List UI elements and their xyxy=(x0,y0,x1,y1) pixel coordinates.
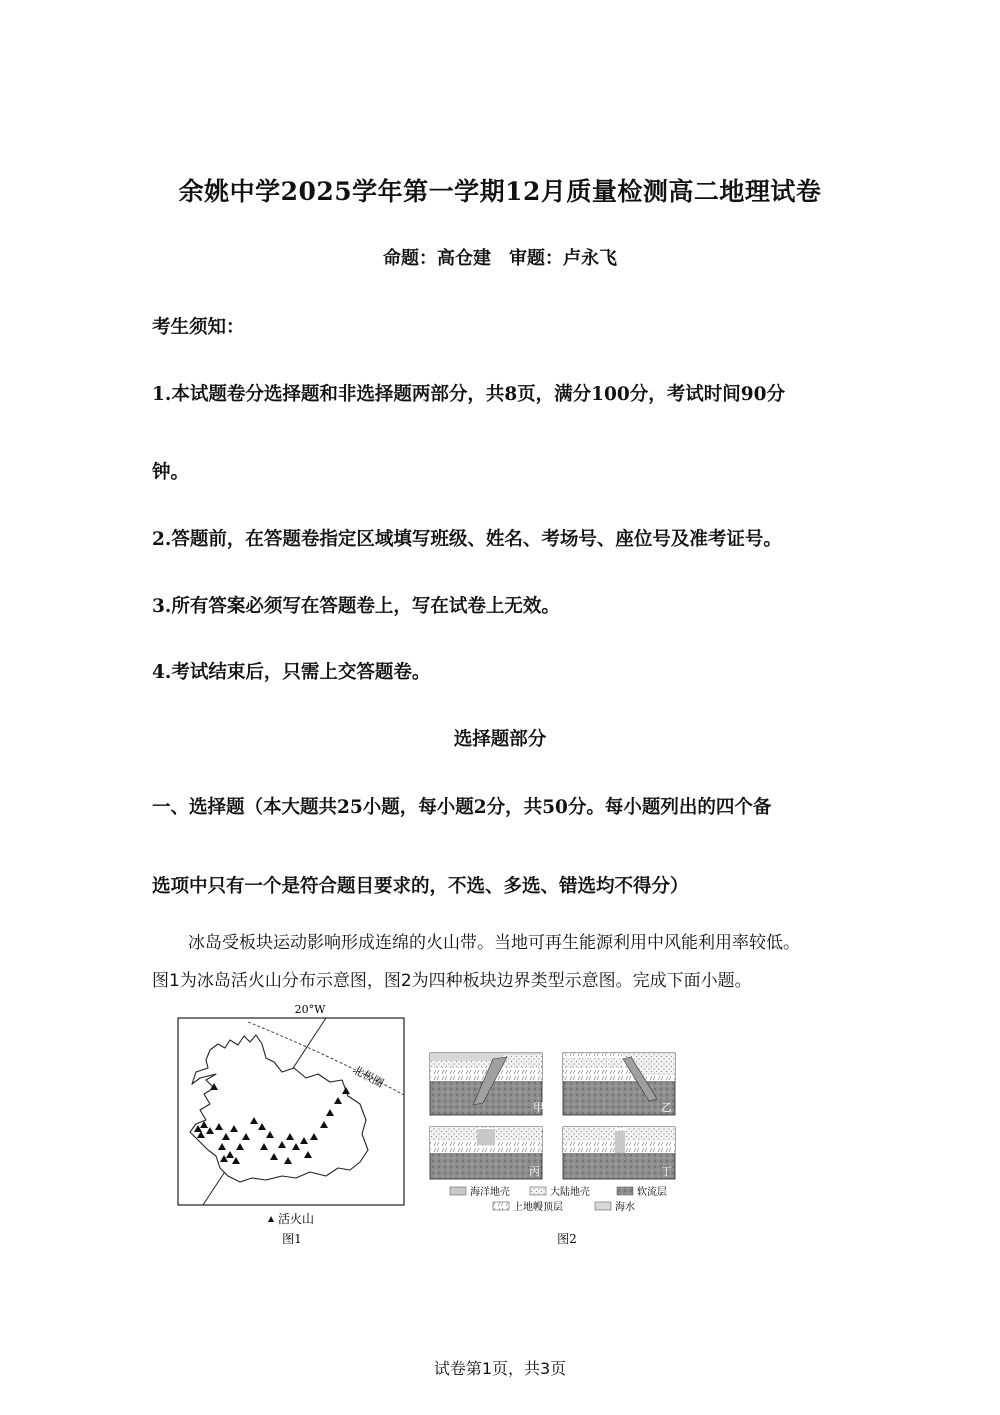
iceland-outline xyxy=(190,1035,368,1182)
figure-1-caption: 图1 xyxy=(282,1232,302,1246)
notice-item-4: 4.考试结束后，只需上交答题卷。 xyxy=(152,662,431,683)
figure-2-diagram xyxy=(425,1045,690,1250)
notice-item-2: 2.答题前，在答题卷指定区域填写班级、姓名、考场号、座位号及准考证号。 xyxy=(152,529,782,550)
legend-oceanic-crust: 海洋地壳 xyxy=(470,1187,510,1198)
panel-label-ding: 丁 xyxy=(661,1165,672,1178)
figure-1-map xyxy=(170,1000,415,1250)
legend-continental-crust: 大陆地壳 xyxy=(550,1187,590,1198)
notice-item-1: 1.本试题卷分选择题和非选择题两部分，共8页，满分100分，考试时间90分 xyxy=(152,384,786,405)
part1-instructions: 一、选择题（本大题共25小题，每小题2分，共50分。每小题列出的四个备 xyxy=(152,797,772,818)
legend-seawater: 海水 xyxy=(615,1202,635,1213)
notice-heading: 考生须知： xyxy=(152,317,245,338)
exam-title: 余姚中学2025学年第一学期12月质量检测高二地理试卷 xyxy=(178,177,822,206)
panel-label-jia: 甲 xyxy=(533,1101,544,1114)
section-title: 选择题部分 xyxy=(453,729,547,750)
question-stem: 冰岛受板块运动影响形成连绵的火山带。当地可再生能源利用中风能利用率较低。 xyxy=(188,933,800,953)
notice-item-3: 3.所有答案必须写在答题卷上，写在试卷上无效。 xyxy=(152,596,560,617)
page-footer: 试卷第1页，共3页 xyxy=(433,1359,567,1378)
legend-asthenosphere: 软流层 xyxy=(637,1187,667,1198)
panel-jia xyxy=(430,1053,544,1115)
volcano-legend-icon xyxy=(268,1216,274,1222)
figure-2-caption: 图2 xyxy=(557,1232,577,1246)
legend-upper-mantle: 上地幔顶层 xyxy=(513,1202,563,1213)
longitude-label: 20°W xyxy=(294,1003,326,1016)
panel-label-bing: 丙 xyxy=(529,1165,540,1178)
figure-2-legend xyxy=(450,1185,667,1213)
notice-item-1-cont: 钟。 xyxy=(152,462,190,483)
part1-instructions-cont: 选项中只有一个是符合题目要求的，不选、多选、错选均不得分） xyxy=(152,876,689,897)
panel-label-yi: 乙 xyxy=(661,1101,672,1114)
volcano-legend-label: 活火山 xyxy=(278,1212,315,1226)
authors-line: 命题：高仓建 审题：卢永飞 xyxy=(383,248,617,269)
panel-ding xyxy=(563,1127,675,1179)
panel-bing xyxy=(430,1127,542,1179)
question-stem-cont: 图1为冰岛活火山分布示意图，图2为四种板块边界类型示意图。完成下面小题。 xyxy=(152,971,752,991)
arctic-circle-label: 北极圈 xyxy=(350,1063,386,1091)
panel-yi xyxy=(563,1053,675,1115)
